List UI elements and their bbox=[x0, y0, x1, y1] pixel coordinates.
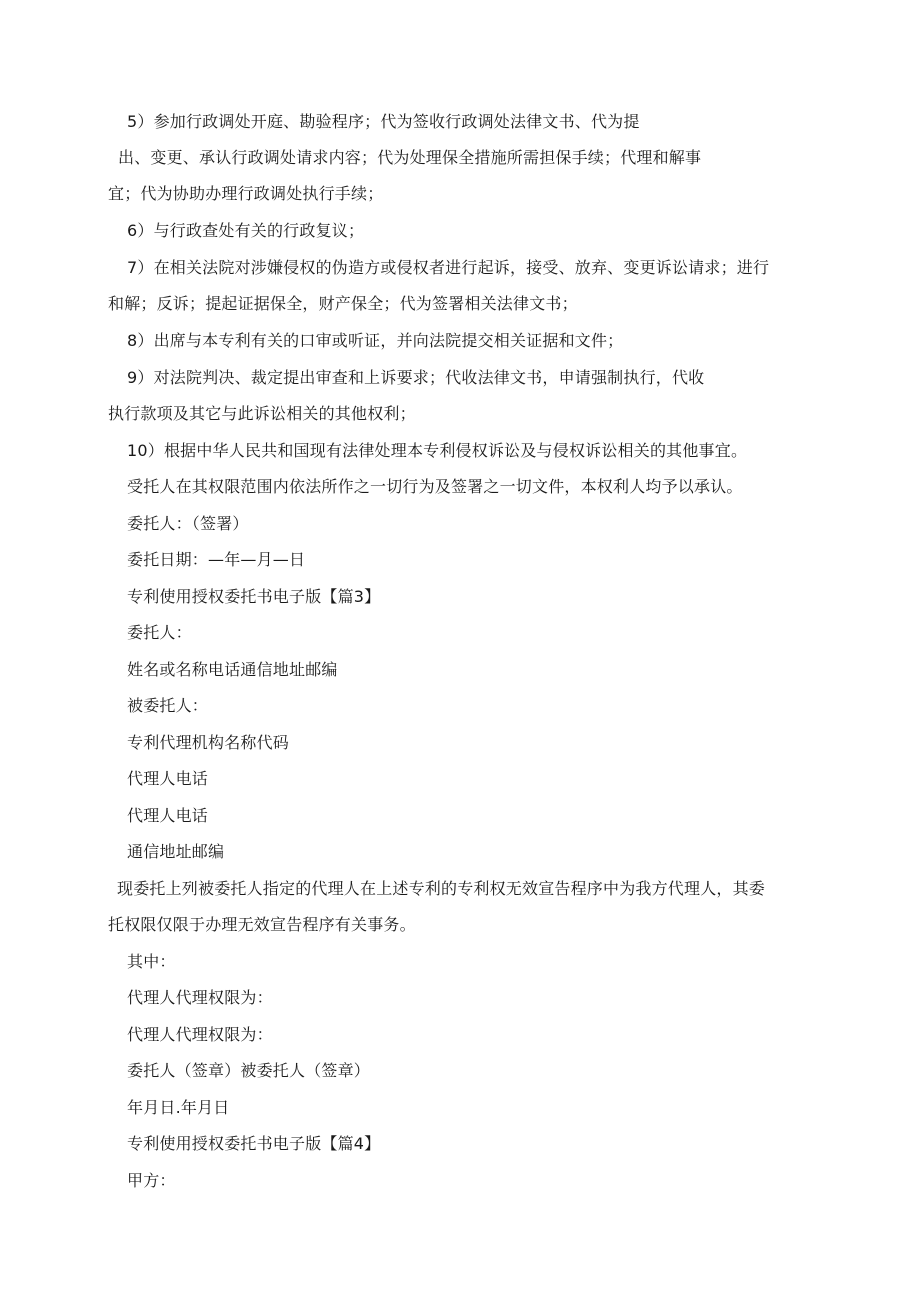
text-line: 通信地址邮编 bbox=[127, 842, 225, 861]
text-line: 委托人（签章）被委托人（签章） bbox=[127, 1061, 371, 1080]
text-line: 代理人电话 bbox=[127, 769, 209, 788]
text-line: 7）在相关法院对涉嫌侵权的伪造方或侵权者进行起诉，接受、放弃、变更诉讼请求；进行 bbox=[127, 258, 770, 277]
text-line: 委托人：（签署） bbox=[127, 514, 249, 533]
text-line: 年月日.年月日 bbox=[127, 1098, 230, 1117]
text-line: 委托日期：—年—月—日 bbox=[127, 550, 306, 569]
text-line: 8）出席与本专利有关的口审或听证，并向法院提交相关证据和文件； bbox=[127, 331, 624, 350]
section-heading: 专利使用授权委托书电子版【篇3】 bbox=[127, 587, 381, 606]
text-line: 和解；反诉；提起证据保全，财产保全；代为签署相关法律文书； bbox=[108, 294, 578, 313]
text-line: 代理人代理权限为： bbox=[127, 988, 273, 1007]
text-line: 其中： bbox=[127, 952, 176, 971]
text-line: 受托人在其权限范围内依法所作之一切行为及签署之一切文件，本权利人均予以承认。 bbox=[127, 477, 743, 496]
text-line: 出、变更、承认行政调处请求内容；代为处理保全措施所需担保手续；代理和解事 bbox=[118, 148, 702, 167]
text-line: 姓名或名称电话通信地址邮编 bbox=[127, 660, 338, 679]
text-line: 被委托人： bbox=[127, 696, 209, 715]
text-line: 现委托上列被委托人指定的代理人在上述专利的专利权无效宣告程序中为我方代理人，其委 bbox=[117, 879, 766, 898]
text-line: 甲方： bbox=[127, 1171, 176, 1190]
text-line: 代理人代理权限为： bbox=[127, 1025, 273, 1044]
text-line: 5）参加行政调处开庭、勘验程序；代为签收行政调处法律文书、代为提 bbox=[127, 112, 640, 131]
text-line: 代理人电话 bbox=[127, 806, 209, 825]
text-line: 托权限仅限于办理无效宣告程序有关事务。 bbox=[108, 915, 416, 934]
text-line: 9）对法院判决、裁定提出审查和上诉要求；代收法律文书，申请强制执行，代收 bbox=[127, 368, 705, 387]
text-line: 6）与行政查处有关的行政复议； bbox=[127, 221, 365, 240]
text-line: 委托人： bbox=[127, 623, 192, 642]
text-line: 宜；代为协助办理行政调处执行手续； bbox=[108, 184, 384, 203]
text-line: 执行款项及其它与此诉讼相关的其他权利； bbox=[108, 404, 416, 423]
text-line: 10）根据中华人民共和国现有法律处理本专利侵权诉讼及与侵权诉讼相关的其他事宜。 bbox=[127, 441, 748, 460]
text-line: 专利代理机构名称代码 bbox=[127, 733, 290, 752]
section-heading: 专利使用授权委托书电子版【篇4】 bbox=[127, 1134, 381, 1153]
